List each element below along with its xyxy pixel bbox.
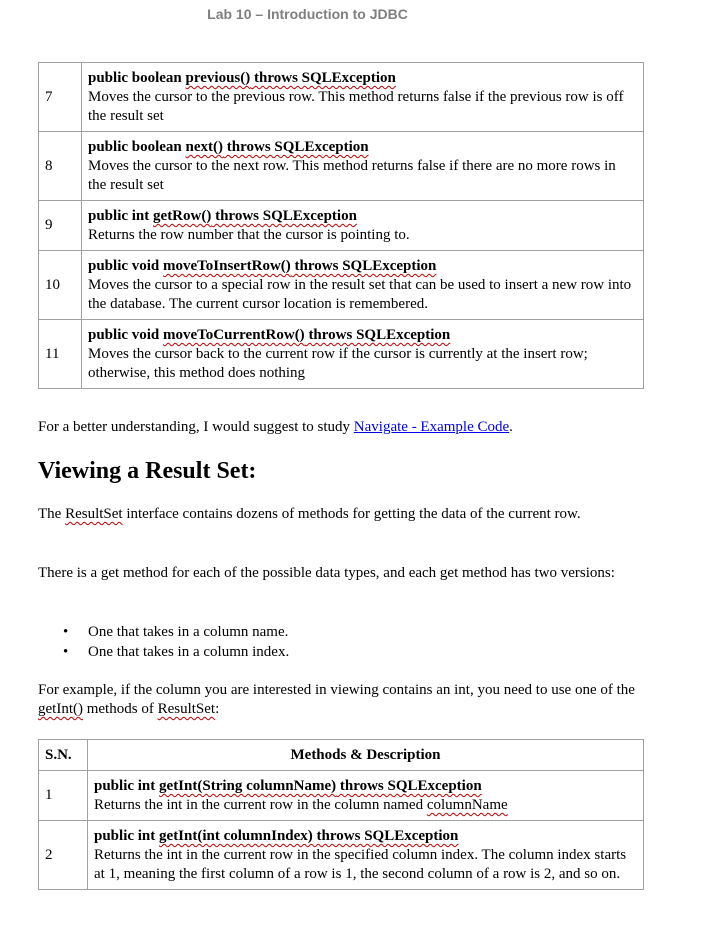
method-cell (82, 132, 644, 201)
method-description: Returns the int in the current row in the column named columnName (94, 797, 508, 813)
row-number: 8 (39, 132, 82, 201)
method-signature: public int getInt(String columnName) throws SQLException (94, 778, 482, 794)
method-signature: public void moveToInsertRow() throws SQLException (88, 258, 437, 274)
table-row (39, 821, 644, 890)
row-number: 11 (39, 320, 82, 389)
study-paragraph: For a better understanding, I would suggest to study Navigate - Example Code. (38, 419, 513, 435)
table-row (39, 320, 644, 389)
method-description: Returns the row number that the cursor is pointing to. (88, 227, 410, 243)
method-cell (82, 320, 644, 389)
section-title: Viewing a Result Set: (38, 458, 257, 484)
column-header-methods: Methods & Description (88, 740, 644, 771)
method-cell (88, 821, 644, 890)
get-method-paragraph: There is a get method for each of the possible data types, and each get method has two versions: (38, 565, 615, 581)
cursor-methods-table (38, 62, 644, 389)
method-cell (82, 201, 644, 251)
method-cell (82, 63, 644, 132)
row-number: 1 (39, 771, 88, 821)
row-number: 7 (39, 63, 82, 132)
row-number: 10 (39, 251, 82, 320)
method-signature: public boolean previous() throws SQLException (88, 70, 396, 86)
bullet-list (38, 622, 289, 662)
table-row (39, 201, 644, 251)
navigate-example-link[interactable]: Navigate - Example Code (353, 419, 510, 435)
example-paragraph: For example, if the column you are interested in viewing contains an int, you need to use one of the getInt() methods of ResultSet: (38, 682, 635, 717)
method-description: Moves the cursor to the previous row. This method returns false if the previous row is off the result set (88, 89, 624, 124)
method-description: Moves the cursor to the next row. This method returns false if there are no more rows in the result set (88, 158, 616, 193)
table-row (39, 251, 644, 320)
table-header-row (39, 740, 644, 771)
column-header-sn: S.N. (39, 740, 88, 771)
row-number: 2 (39, 821, 88, 890)
method-signature: public boolean next() throws SQLException (88, 139, 369, 155)
list-item: • One that takes in a column name. (38, 622, 289, 642)
table-row (39, 132, 644, 201)
method-signature: public int getRow() throws SQLException (88, 208, 357, 224)
table-row (39, 63, 644, 132)
getint-methods-table (38, 739, 644, 890)
table-row (39, 771, 644, 821)
method-description: Moves the cursor to a special row in the result set that can be used to insert a new row into the database. The current cursor location is remembered. (88, 277, 632, 312)
list-item: • One that takes in a column index. (38, 642, 289, 662)
method-signature: public int getInt(int columnIndex) throws SQLException (94, 828, 459, 844)
method-signature: public void moveToCurrentRow() throws SQLException (88, 327, 451, 343)
method-cell (88, 771, 644, 821)
page-header: Lab 10 – Introduction to JDBC (207, 6, 408, 22)
method-cell (82, 251, 644, 320)
resultset-paragraph: The ResultSet interface contains dozens of methods for getting the data of the current row. (38, 506, 581, 522)
row-number: 9 (39, 201, 82, 251)
method-description: Moves the cursor back to the current row if the cursor is currently at the insert row; otherwise, this method does nothing (88, 346, 588, 381)
method-description: Returns the int in the current row in the specified column index. The column index starts at 1, meaning the first column of a row is 1, the second column of a row is 2, and so on. (94, 847, 627, 882)
